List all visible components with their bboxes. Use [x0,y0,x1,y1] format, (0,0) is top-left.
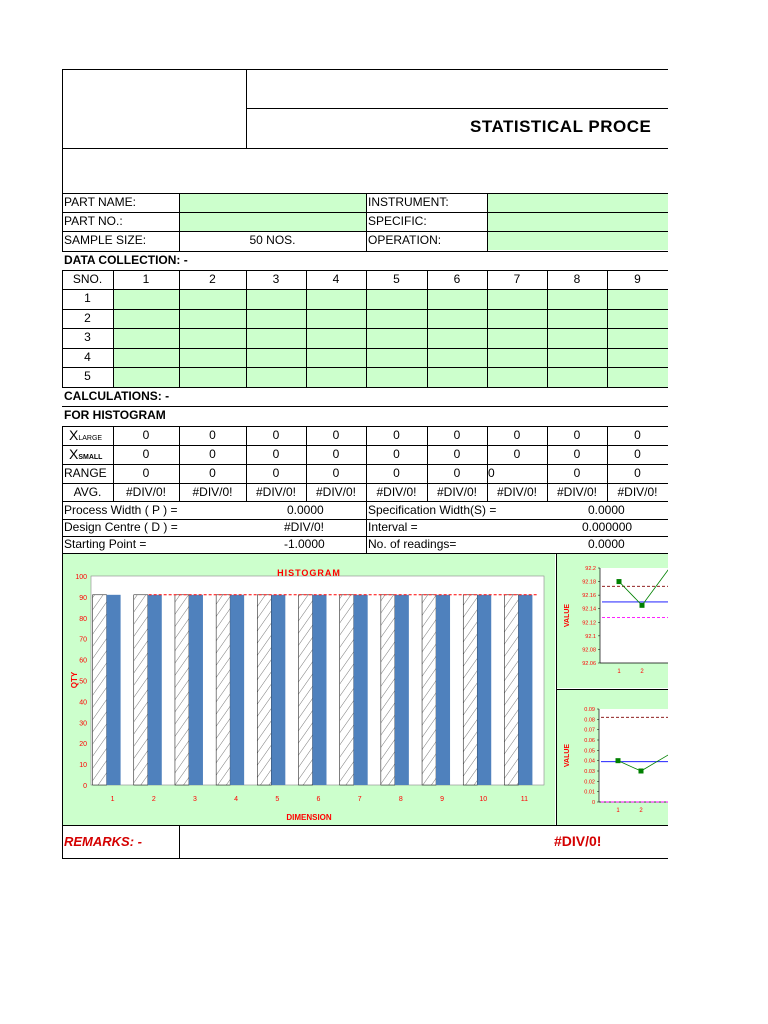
readings-label: No. of readings= [368,537,457,551]
row-number: 3 [84,330,91,344]
y-tick-label: 0.04 [584,758,595,765]
range-label: RANGE [64,466,107,480]
histogram-bar-hatched [504,595,518,785]
y-tick-label: 0.02 [584,779,595,786]
design-centre-label: Design Centre ( D ) = [64,520,178,534]
y-tick-label: 92.14 [582,606,596,613]
histogram-bar-hatched [299,595,313,785]
interval-value: 0.000000 [582,520,633,534]
avg-value: #DIV/0! [192,485,233,499]
y-axis-title: VALUE [564,603,571,628]
data-point [617,579,622,584]
xsmall-label: XSMALL [69,446,103,462]
remarks-label: REMARKS: - [64,834,142,849]
y-tick-label: 0 [83,783,87,790]
range-value: 0 [634,466,641,480]
column-header: 2 [209,272,216,286]
y-axis-title: QTY [70,671,79,689]
x-tick-label: 2 [639,808,643,814]
spec-width-value: 0.0000 [588,503,625,517]
histogram-heading: FOR HISTOGRAM [64,408,166,422]
histogram-bar-hatched [134,595,148,785]
operation-field[interactable] [488,232,668,250]
xlarge-value: 0 [209,428,216,442]
x-tick-label: 2 [640,669,644,675]
histogram-bar [271,595,285,785]
process-width-value: 0.0000 [287,503,324,517]
xsmall-value: 0 [209,447,216,461]
histogram-bar-hatched [381,595,395,785]
y-tick-label: 90 [79,594,87,602]
histogram-bar-hatched [216,595,230,785]
y-tick-label: 0.09 [584,707,595,713]
histogram-bar-hatched [257,595,271,785]
y-tick-label: 0.07 [584,727,595,734]
x-tick-label: 6 [316,796,321,803]
xbar-control-chart [557,554,668,688]
y-tick-label: 70 [79,636,87,644]
histogram-bar [107,595,121,785]
sample-size-label: SAMPLE SIZE: [64,233,147,247]
y-tick-label: 40 [79,699,87,707]
histogram-bar [518,595,532,785]
x-tick-label: 7 [357,796,362,803]
range-value: 0 [272,466,280,480]
x-tick-label: 2 [151,796,156,803]
y-tick-label: 0.01 [584,789,595,796]
histogram-bar [436,595,450,785]
y-tick-label: 92.16 [582,593,596,600]
sno-header: SNO. [72,272,103,286]
range-value: 0 [142,466,150,480]
xlarge-value: 0 [142,428,150,442]
avg-value: #DIV/0! [125,485,167,499]
data-point [640,603,645,608]
histogram-bar-hatched [340,595,354,785]
histogram-bar-hatched [463,595,477,785]
avg-value: #DIV/0! [556,485,598,499]
xlarge-label: XLARGE [69,427,103,443]
spec-width-label: Specification Width(S) = [368,503,497,517]
y-tick-label: 100 [75,574,87,581]
x-axis-title: DIMENSION [286,813,332,822]
y-tick-label: 0.06 [584,738,595,744]
starting-point-value: -1.0000 [284,537,325,551]
row-number: 1 [84,291,91,305]
histogram-bar [313,595,327,785]
column-header: 9 [634,272,641,286]
y-tick-label: 92.08 [582,647,596,654]
y-tick-label: 92.1 [585,633,596,640]
data-point [616,758,621,763]
x-tick-label: 1 [110,796,115,803]
range-value: 0 [393,466,400,480]
y-tick-label: 92.2 [585,566,596,572]
y-tick-label: 0.08 [584,717,595,724]
xsmall-value: 0 [453,447,461,461]
x-tick-label: 1 [617,669,621,675]
y-tick-label: 30 [79,720,87,728]
column-header: 3 [272,272,280,286]
y-tick-label: 60 [79,657,87,665]
process-width-label: Process Width ( P ) = [64,503,178,517]
column-header: 4 [332,272,340,286]
x-tick-label: 5 [275,796,280,803]
plot-area [600,568,668,663]
xlarge-value: 0 [393,428,400,442]
data-collection-heading: DATA COLLECTION: - [64,253,188,267]
part-name-field[interactable] [179,194,366,212]
y-tick-label: 50 [79,678,87,686]
xsmall-value: 0 [634,447,641,461]
y-tick-label: 92.18 [582,579,596,586]
plot-area [599,709,668,802]
x-tick-label: 3 [193,796,197,803]
starting-point-label: Starting Point = [64,537,147,551]
operation-label: OPERATION: [368,233,442,247]
x-tick-label: 1 [616,808,620,814]
xlarge-value: 0 [634,428,641,442]
range-control-chart [557,690,668,825]
avg-label: AVG. [73,485,102,499]
range-value: 0 [332,466,340,480]
part-no-label: PART NO.: [64,214,123,228]
sample-size-value[interactable]: 50 NOS. [249,233,296,247]
part-no-field[interactable] [179,213,366,231]
logo-box [63,70,246,148]
design-centre-value: #DIV/0! [284,520,325,534]
column-header: 1 [142,272,150,286]
column-header: 6 [453,272,461,286]
xlarge-value: 0 [573,428,581,442]
xsmall-value: 0 [573,447,581,461]
row-number: 2 [84,311,91,325]
remarks-value[interactable]: #DIV/0! [554,833,602,849]
data-point [639,769,644,774]
range-value: 0 [573,466,581,480]
xsmall-value: 0 [142,447,150,461]
x-tick-label: 9 [440,796,444,803]
histogram-chart [63,554,555,825]
avg-value: #DIV/0! [376,485,417,499]
histogram-title: HISTOGRAM [277,568,341,578]
xlarge-value: 0 [272,428,280,442]
range-value: 0 [453,466,461,480]
y-tick-label: 80 [79,615,87,623]
xsmall-value: 0 [393,447,400,461]
row-number: 5 [84,369,91,383]
histogram-bar [354,595,368,785]
instrument-label: INSTRUMENT: [368,195,449,209]
specific-field[interactable] [488,213,668,231]
page-title: STATISTICAL PROCE [470,117,652,136]
avg-value: #DIV/0! [315,485,357,499]
data-entry-grid[interactable] [113,290,668,387]
y-tick-label: 92.12 [582,620,596,627]
histogram-bar [395,595,409,785]
y-tick-label: 0.05 [584,748,595,755]
specific-label: SPECIFIC: [368,214,427,228]
part-name-label: PART NAME: [64,195,137,209]
interval-label: Interval = [368,520,418,534]
avg-value: #DIV/0! [496,485,538,499]
column-header: 7 [513,272,521,286]
range-value: 0 [209,466,216,480]
xsmall-value: 0 [332,447,340,461]
y-tick-label: 10 [79,762,87,770]
xlarge-value: 0 [332,428,340,442]
y-axis-title: VALUE [564,743,571,768]
column-header: 5 [393,272,400,286]
avg-value: #DIV/0! [436,485,478,499]
histogram-bar [230,595,244,785]
avg-value: #DIV/0! [617,485,658,499]
histogram-bar-hatched [422,595,436,785]
y-tick-label: 0.03 [584,769,595,775]
x-tick-label: 8 [398,796,403,803]
histogram-bar [189,595,203,785]
xlarge-value: 0 [453,428,461,442]
column-header: 8 [573,272,581,286]
xsmall-value: 0 [272,447,280,461]
row-number: 4 [84,350,91,364]
xlarge-value: 0 [513,428,521,442]
histogram-bar [148,595,162,785]
x-tick-label: 10 [479,796,488,803]
range-value: 0 [488,466,495,480]
instrument-field[interactable] [488,194,668,212]
histogram-bar-hatched [175,595,189,785]
calculations-heading: CALCULATIONS: - [64,389,170,403]
x-tick-label: 4 [234,796,239,803]
xsmall-value: 0 [513,447,521,461]
histogram-bar-hatched [93,595,107,785]
avg-value: #DIV/0! [255,485,297,499]
readings-value: 0.0000 [588,537,625,551]
histogram-bar [477,595,491,785]
y-tick-label: 20 [79,741,87,749]
y-tick-label: 0 [591,800,595,806]
x-tick-label: 11 [520,796,529,803]
y-tick-label: 92.06 [582,661,596,667]
